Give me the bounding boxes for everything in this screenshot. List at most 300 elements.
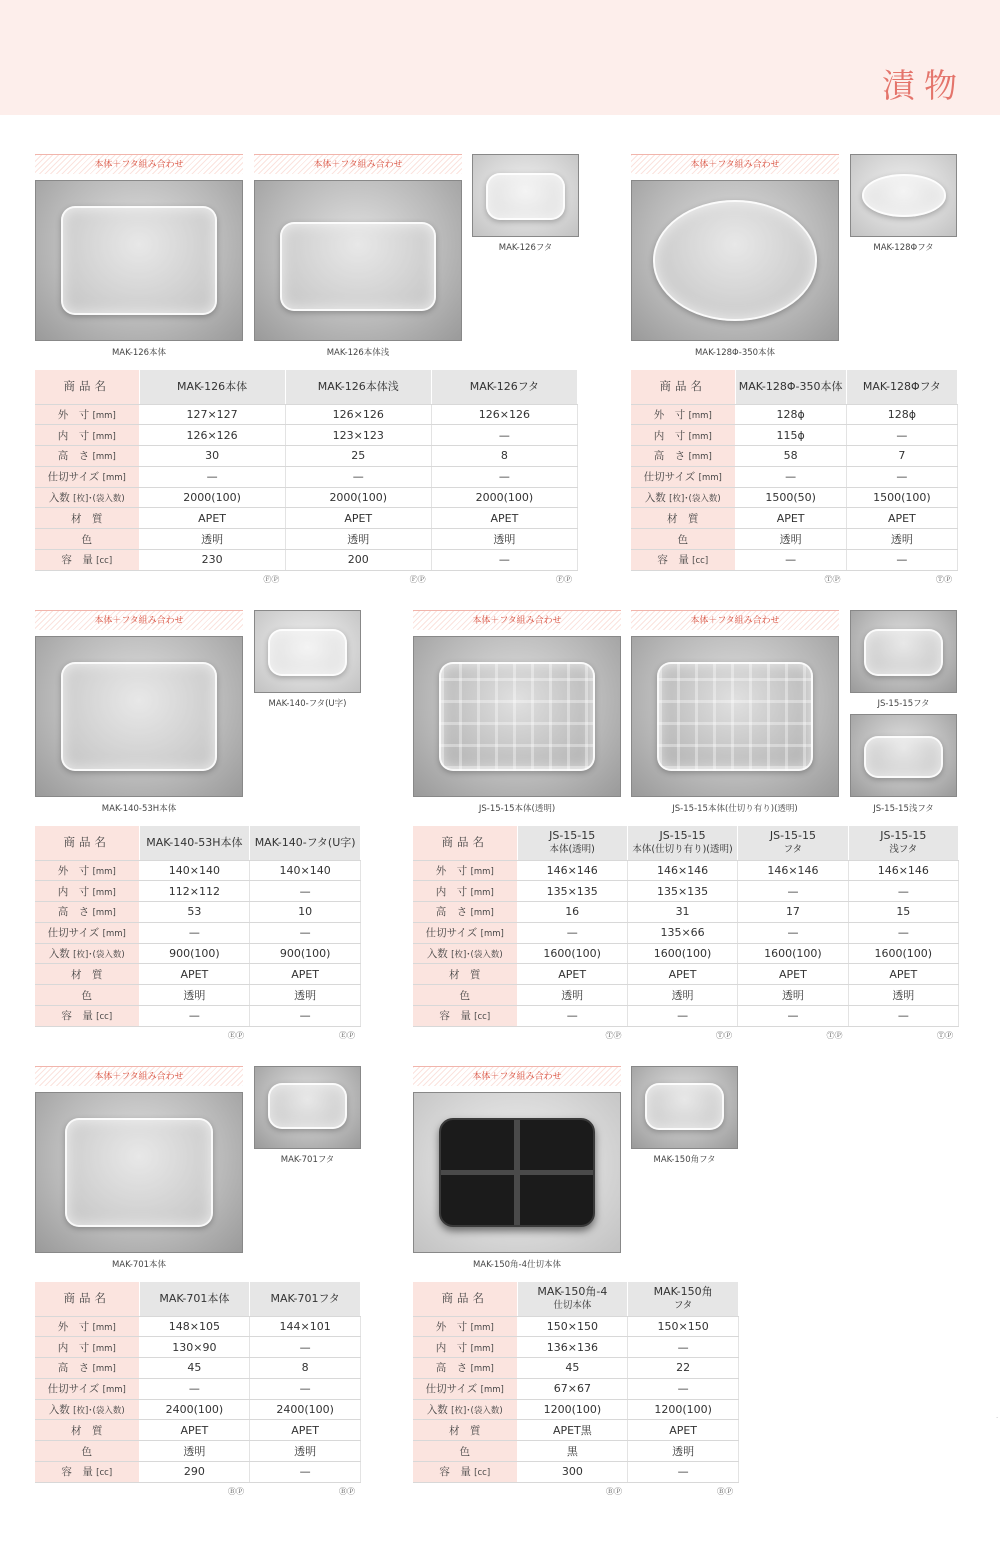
product-subname: 仕切本体 bbox=[553, 1300, 592, 1312]
row-label-height bbox=[413, 902, 517, 923]
row-label-text: 高 さ bbox=[435, 1362, 468, 1375]
product-name-header bbox=[250, 826, 361, 860]
caption-mak701f: MAK-701フタ bbox=[280, 1155, 335, 1165]
row-label-text: 外 寸 bbox=[57, 864, 90, 877]
product-name: MAK-140-53H本体 bbox=[146, 836, 243, 850]
spec-cell: APET bbox=[735, 508, 846, 529]
spec-cell: — bbox=[848, 1006, 958, 1027]
spec-row-qty bbox=[413, 1399, 739, 1420]
row-label-text: 内 寸 bbox=[435, 1341, 468, 1354]
row-label-unit: [mm] bbox=[102, 1385, 126, 1396]
row-label-name: 商品名 bbox=[35, 370, 139, 404]
spec-table-mak128 bbox=[631, 370, 958, 571]
spec-cell: 透明 bbox=[848, 985, 958, 1006]
spec-cell: — bbox=[139, 922, 250, 943]
spec-cell: APET bbox=[250, 1420, 361, 1441]
spec-cell: — bbox=[431, 425, 577, 446]
combo-banner: 本体＋フタ組み合わせ bbox=[35, 1066, 243, 1086]
spec-cell: — bbox=[250, 1337, 361, 1358]
spec-cell: — bbox=[250, 1378, 361, 1399]
row-label-text: 容 量 bbox=[61, 554, 93, 567]
row-label-unit: [mm] bbox=[92, 887, 116, 898]
row-label-color bbox=[35, 985, 139, 1006]
row-label-color bbox=[413, 985, 517, 1006]
row-label-color bbox=[35, 529, 139, 550]
spec-cell: 7 bbox=[846, 446, 957, 467]
combo-banner: 本体＋フタ組み合わせ bbox=[413, 610, 621, 630]
caption-mak128: MAK-128Φ-350本体 bbox=[694, 348, 776, 358]
spec-row-material bbox=[35, 508, 578, 529]
page-title: 漬物 bbox=[882, 66, 966, 105]
spec-cell: 透明 bbox=[846, 529, 957, 550]
row-label-unit: [mm] bbox=[92, 866, 116, 877]
spec-cell: — bbox=[628, 1378, 739, 1399]
spec-cell: APET bbox=[250, 964, 361, 985]
spec-cell: 1600(100) bbox=[848, 943, 958, 964]
row-label-unit: [mm] bbox=[92, 410, 116, 421]
row-label-capacity bbox=[35, 550, 139, 571]
spec-cell: 2400(100) bbox=[139, 1399, 250, 1420]
cert-mark: ⒻⓅ bbox=[556, 575, 572, 585]
row-label-material bbox=[35, 1420, 139, 1441]
caption-mak150: MAK-150角-4仕切本体 bbox=[472, 1260, 562, 1270]
caption-js1515: JS-15-15本体(透明) bbox=[478, 804, 556, 814]
product-name-header bbox=[848, 826, 958, 860]
spec-cell: 透明 bbox=[735, 529, 846, 550]
spec-cell: 透明 bbox=[139, 1441, 250, 1462]
row-label-text: 高 さ bbox=[435, 906, 468, 919]
row-label-unit: [枚]･(袋入数) bbox=[73, 494, 125, 505]
spec-cell: 900(100) bbox=[139, 943, 250, 964]
row-label-text: 入数 bbox=[644, 492, 666, 505]
product-subname: 本体(仕切り有り)(透明) bbox=[632, 844, 733, 856]
row-label-color bbox=[35, 1441, 139, 1462]
row-label-unit: [cc] bbox=[96, 556, 113, 567]
product-name-header bbox=[139, 1282, 250, 1316]
spec-cell: 2000(100) bbox=[139, 487, 285, 508]
spec-row-inner bbox=[413, 1337, 739, 1358]
spec-cell: 200 bbox=[285, 550, 431, 571]
product-photo-js1515p bbox=[631, 636, 839, 797]
spec-cell: 8 bbox=[431, 446, 577, 467]
spec-cell: — bbox=[250, 1006, 361, 1027]
caption-mak140f: MAK-140-フタ(U字) bbox=[268, 699, 347, 709]
spec-cell: APET bbox=[846, 508, 957, 529]
spec-row-color bbox=[413, 985, 959, 1006]
row-label-text: 内 寸 bbox=[653, 429, 686, 442]
row-label-unit: [枚]･(袋入数) bbox=[451, 1406, 503, 1417]
spec-cell: 透明 bbox=[517, 985, 627, 1006]
spec-cell: 45 bbox=[517, 1358, 628, 1379]
spec-cell: 黒 bbox=[517, 1441, 628, 1462]
product-photo-mak701 bbox=[35, 1092, 243, 1253]
row-label-material bbox=[35, 508, 139, 529]
row-label-unit: [mm] bbox=[688, 452, 712, 463]
spec-cell: APET bbox=[431, 508, 577, 529]
spec-cell: 1200(100) bbox=[628, 1399, 739, 1420]
spec-cell: — bbox=[250, 881, 361, 902]
spec-row-color bbox=[35, 985, 361, 1006]
product-name: MAK-126本体浅 bbox=[317, 380, 399, 394]
product-name: JS-15-15 bbox=[549, 829, 596, 843]
cert-mark: ⒻⓅ bbox=[263, 575, 280, 585]
spec-cell: — bbox=[735, 466, 846, 487]
row-label-inner bbox=[35, 425, 139, 446]
product-name: MAK-128Φフタ bbox=[862, 380, 941, 394]
header-row bbox=[35, 826, 361, 860]
spec-row-outer bbox=[35, 860, 361, 881]
spec-cell: 1200(100) bbox=[517, 1399, 628, 1420]
product-photo-mak126 bbox=[35, 180, 243, 341]
product-name-header bbox=[139, 826, 250, 860]
row-label-qty bbox=[631, 487, 735, 508]
row-label-material bbox=[35, 964, 139, 985]
spec-cell: 135×135 bbox=[627, 881, 737, 902]
spec-cell: 2000(100) bbox=[431, 487, 577, 508]
spec-cell: 透明 bbox=[628, 1441, 739, 1462]
spec-cell: 1500(50) bbox=[735, 487, 846, 508]
row-label-text: 高 さ bbox=[57, 450, 90, 463]
row-label-text: 入数 bbox=[48, 1404, 70, 1417]
caption-mak140: MAK-140-53H本体 bbox=[101, 804, 177, 814]
product-photo-js1515f bbox=[850, 610, 957, 693]
spec-row-color bbox=[35, 529, 578, 550]
row-label-text: 高 さ bbox=[57, 906, 90, 919]
product-photo-mak126f bbox=[472, 154, 579, 237]
spec-cell: 230 bbox=[139, 550, 285, 571]
spec-cell: 150×150 bbox=[628, 1316, 739, 1337]
spec-row-height bbox=[413, 902, 959, 923]
row-label-text: 入数 bbox=[426, 948, 448, 961]
product-name: MAK-126フタ bbox=[469, 380, 540, 394]
combo-banner: 本体＋フタ組み合わせ bbox=[631, 154, 839, 174]
caption-js1515f: JS-15-15フタ bbox=[877, 699, 930, 709]
row-label-unit: [mm] bbox=[102, 929, 126, 940]
row-label-unit: [mm] bbox=[92, 431, 116, 442]
row-label-outer bbox=[631, 404, 735, 425]
row-label-unit: [枚]･(袋入数) bbox=[669, 494, 721, 505]
row-label-text: 容 量 bbox=[61, 1010, 93, 1023]
spec-cell: APET黒 bbox=[517, 1420, 628, 1441]
spec-cell: 135×66 bbox=[627, 922, 737, 943]
row-label-name: 商品名 bbox=[35, 1282, 139, 1316]
spec-cell: 140×140 bbox=[139, 860, 250, 881]
product-name: JS-15-15 bbox=[769, 829, 817, 843]
row-label-unit: [mm] bbox=[92, 1364, 116, 1375]
spec-cell: 146×146 bbox=[738, 860, 848, 881]
spec-cell: — bbox=[846, 466, 957, 487]
row-label-height bbox=[35, 902, 139, 923]
row-label-unit: [mm] bbox=[470, 1364, 494, 1375]
spec-row-material bbox=[631, 508, 958, 529]
spec-row-color bbox=[35, 1441, 361, 1462]
spec-cell: APET bbox=[848, 964, 958, 985]
spec-cell: 148×105 bbox=[139, 1316, 250, 1337]
spec-row-outer bbox=[413, 860, 959, 881]
product-name: MAK-150角 bbox=[653, 1285, 713, 1299]
row-label-partition bbox=[631, 466, 735, 487]
spec-row-color bbox=[631, 529, 958, 550]
spec-row-outer bbox=[631, 404, 958, 425]
product-photo-mak701f bbox=[254, 1066, 361, 1149]
caption-mak126f: MAK-126フタ bbox=[498, 243, 553, 253]
row-label-text: 容 量 bbox=[439, 1010, 471, 1023]
product-subname: 浅フタ bbox=[889, 844, 918, 856]
row-label-text: 容 量 bbox=[657, 554, 689, 567]
spec-row-inner bbox=[413, 881, 959, 902]
product-photo-mak150 bbox=[413, 1092, 621, 1253]
row-label-text: 仕切サイズ bbox=[425, 1383, 478, 1396]
spec-cell: 透明 bbox=[250, 1441, 361, 1462]
row-label-partition bbox=[413, 1378, 517, 1399]
spec-row-capacity bbox=[35, 1462, 361, 1483]
header-row bbox=[35, 1282, 361, 1316]
row-label-text: 仕切サイズ bbox=[47, 927, 100, 940]
spec-cell: 150×150 bbox=[517, 1316, 628, 1337]
spec-row-height bbox=[413, 1358, 739, 1379]
product-photo-mak150f bbox=[631, 1066, 738, 1149]
spec-cell: 126×126 bbox=[431, 404, 577, 425]
spec-cell: 31 bbox=[627, 902, 737, 923]
spec-cell: 290 bbox=[139, 1462, 250, 1483]
row-label-text: 材 質 bbox=[449, 968, 481, 981]
spec-table-mak701 bbox=[35, 1282, 361, 1483]
row-label-text: 仕切サイズ bbox=[47, 1383, 100, 1396]
row-label-unit: [枚]･(袋入数) bbox=[73, 950, 125, 961]
spec-cell: 15 bbox=[848, 902, 958, 923]
spec-cell: 8 bbox=[250, 1358, 361, 1379]
row-label-unit: [mm] bbox=[92, 1343, 116, 1354]
spec-cell: 透明 bbox=[431, 529, 577, 550]
spec-cell: 2400(100) bbox=[250, 1399, 361, 1420]
row-label-text: 高 さ bbox=[57, 1362, 90, 1375]
product-name: MAK-150角-4 bbox=[537, 1285, 608, 1299]
spec-cell: — bbox=[517, 922, 627, 943]
row-label-capacity bbox=[413, 1006, 517, 1027]
spec-row-height bbox=[35, 1358, 361, 1379]
product-name-header bbox=[139, 370, 285, 404]
row-label-text: 外 寸 bbox=[435, 864, 468, 877]
row-label-height bbox=[413, 1358, 517, 1379]
cert-mark: ⒷⓅ bbox=[339, 1487, 355, 1497]
spec-cell: APET bbox=[139, 964, 250, 985]
spec-cell: — bbox=[738, 1006, 848, 1027]
row-label-text: 仕切サイズ bbox=[47, 471, 100, 484]
row-label-unit: [mm] bbox=[92, 1322, 116, 1333]
row-label-text: 入数 bbox=[48, 948, 70, 961]
product-name-header bbox=[735, 370, 846, 404]
spec-cell: 30 bbox=[139, 446, 285, 467]
spec-row-capacity bbox=[35, 1006, 361, 1027]
spec-cell: 146×146 bbox=[627, 860, 737, 881]
spec-row-capacity bbox=[35, 550, 578, 571]
product-photo-mak128 bbox=[631, 180, 839, 341]
spec-row-material bbox=[35, 964, 361, 985]
spec-cell: 146×146 bbox=[517, 860, 627, 881]
row-label-outer bbox=[35, 1316, 139, 1337]
spec-row-height bbox=[35, 446, 578, 467]
spec-row-material bbox=[35, 1420, 361, 1441]
spec-cell: 10 bbox=[250, 902, 361, 923]
cert-mark: ⒷⓅ bbox=[606, 1487, 622, 1497]
spec-row-qty bbox=[35, 487, 578, 508]
spec-row-partition bbox=[631, 466, 958, 487]
spec-row-partition bbox=[413, 1378, 739, 1399]
row-label-text: 材 質 bbox=[449, 1424, 481, 1437]
row-label-name: 商品名 bbox=[631, 370, 735, 404]
product-name-header bbox=[517, 826, 627, 860]
row-label-text: 外 寸 bbox=[57, 1320, 90, 1333]
cert-mark: ⓉⓅ bbox=[936, 575, 952, 585]
row-label-text: 高 さ bbox=[653, 450, 686, 463]
spec-row-inner bbox=[35, 1337, 361, 1358]
spec-cell: 45 bbox=[139, 1358, 250, 1379]
row-label-color bbox=[631, 529, 735, 550]
spec-cell: — bbox=[848, 881, 958, 902]
row-label-text: 色 bbox=[81, 533, 92, 546]
row-label-outer bbox=[413, 860, 517, 881]
row-label-text: 材 質 bbox=[71, 512, 103, 525]
product-name: JS-15-15 bbox=[880, 829, 927, 843]
spec-cell: 128ϕ bbox=[846, 404, 957, 425]
row-label-text: 色 bbox=[81, 989, 92, 1002]
product-name: MAK-126本体 bbox=[177, 380, 248, 394]
product-name-header bbox=[628, 1282, 739, 1316]
spec-cell: 112×112 bbox=[139, 881, 250, 902]
row-label-material bbox=[413, 964, 517, 985]
spec-cell: — bbox=[250, 1462, 361, 1483]
spec-cell: 300 bbox=[517, 1462, 628, 1483]
product-photo-js1515sf bbox=[850, 714, 957, 797]
row-label-text: 仕切サイズ bbox=[425, 927, 478, 940]
row-label-text: 外 寸 bbox=[57, 408, 90, 421]
spec-row-material bbox=[413, 1420, 739, 1441]
cert-mark: ⓉⓅ bbox=[605, 1031, 622, 1041]
header-row bbox=[413, 1282, 739, 1316]
spec-cell: 透明 bbox=[139, 529, 285, 550]
spec-cell: — bbox=[285, 466, 431, 487]
product-name-header bbox=[738, 826, 848, 860]
combo-banner: 本体＋フタ組み合わせ bbox=[413, 1066, 621, 1086]
row-label-inner bbox=[413, 881, 517, 902]
edge-mark: · bbox=[996, 1415, 998, 1422]
caption-js1515p: JS-15-15本体(仕切り有り)(透明) bbox=[672, 804, 798, 814]
product-subname: 本体(透明) bbox=[549, 844, 595, 856]
row-label-outer bbox=[413, 1316, 517, 1337]
row-label-height bbox=[35, 446, 139, 467]
cert-mark: ⓉⓅ bbox=[716, 1031, 732, 1041]
spec-row-inner bbox=[35, 425, 578, 446]
row-label-text: 材 質 bbox=[667, 512, 699, 525]
row-label-text: 容 量 bbox=[439, 1466, 471, 1479]
row-label-unit: [mm] bbox=[102, 473, 126, 484]
row-label-partition bbox=[35, 1378, 139, 1399]
spec-cell: 1600(100) bbox=[738, 943, 848, 964]
spec-cell: 127×127 bbox=[139, 404, 285, 425]
spec-cell: 126×126 bbox=[285, 404, 431, 425]
spec-cell: — bbox=[735, 550, 846, 571]
spec-cell: — bbox=[738, 922, 848, 943]
row-label-capacity bbox=[413, 1462, 517, 1483]
spec-row-qty bbox=[413, 943, 959, 964]
spec-cell: — bbox=[139, 466, 285, 487]
row-label-text: 容 量 bbox=[61, 1466, 93, 1479]
header-row bbox=[631, 370, 958, 404]
spec-table-mak126 bbox=[35, 370, 578, 571]
row-label-text: 色 bbox=[677, 533, 688, 546]
row-label-partition bbox=[35, 922, 139, 943]
spec-row-capacity bbox=[413, 1462, 739, 1483]
row-label-unit: [cc] bbox=[474, 1012, 491, 1023]
spec-cell: 1600(100) bbox=[517, 943, 627, 964]
spec-cell: 16 bbox=[517, 902, 627, 923]
spec-cell: APET bbox=[627, 964, 737, 985]
spec-cell: 135×135 bbox=[517, 881, 627, 902]
product-photo-mak140 bbox=[35, 636, 243, 797]
spec-cell: 900(100) bbox=[250, 943, 361, 964]
row-label-inner bbox=[631, 425, 735, 446]
caption-mak701: MAK-701本体 bbox=[111, 1260, 167, 1270]
spec-cell: — bbox=[846, 425, 957, 446]
product-photo-mak126s bbox=[254, 180, 462, 341]
row-label-text: 内 寸 bbox=[57, 885, 90, 898]
spec-cell: 透明 bbox=[627, 985, 737, 1006]
row-label-qty bbox=[413, 943, 517, 964]
page-header bbox=[0, 0, 1000, 115]
spec-row-height bbox=[631, 446, 958, 467]
spec-row-qty bbox=[35, 943, 361, 964]
row-label-text: 色 bbox=[81, 1445, 92, 1458]
product-name: JS-15-15 bbox=[659, 829, 706, 843]
row-label-qty bbox=[35, 1399, 139, 1420]
spec-cell: — bbox=[139, 1378, 250, 1399]
row-label-inner bbox=[35, 881, 139, 902]
product-name-header bbox=[627, 826, 737, 860]
cert-mark: ⓉⓅ bbox=[826, 1031, 843, 1041]
caption-mak150f: MAK-150角フタ bbox=[653, 1155, 716, 1165]
row-label-qty bbox=[413, 1399, 517, 1420]
spec-cell: — bbox=[848, 922, 958, 943]
spec-cell: 透明 bbox=[139, 985, 250, 1006]
spec-row-capacity bbox=[413, 1006, 959, 1027]
spec-cell: — bbox=[627, 1006, 737, 1027]
spec-row-inner bbox=[631, 425, 958, 446]
row-label-unit: [mm] bbox=[92, 908, 116, 919]
spec-cell: 透明 bbox=[285, 529, 431, 550]
row-label-qty bbox=[35, 487, 139, 508]
caption-mak128f: MAK-128Φフタ bbox=[873, 243, 934, 253]
row-label-capacity bbox=[35, 1462, 139, 1483]
spec-cell: 136×136 bbox=[517, 1337, 628, 1358]
product-photo-mak128f bbox=[850, 154, 957, 237]
row-label-material bbox=[413, 1420, 517, 1441]
row-label-text: 材 質 bbox=[71, 968, 103, 981]
row-label-unit: [mm] bbox=[470, 866, 494, 877]
cert-mark: ⓉⓅ bbox=[824, 575, 841, 585]
row-label-height bbox=[631, 446, 735, 467]
product-photo-js1515 bbox=[413, 636, 621, 797]
row-label-color bbox=[413, 1441, 517, 1462]
spec-cell: — bbox=[846, 550, 957, 571]
spec-row-inner bbox=[35, 881, 361, 902]
header-row bbox=[35, 370, 578, 404]
spec-cell: APET bbox=[285, 508, 431, 529]
spec-cell: 透明 bbox=[250, 985, 361, 1006]
row-label-unit: [mm] bbox=[480, 929, 504, 940]
spec-cell: — bbox=[431, 466, 577, 487]
product-name: MAK-128Φ-350本体 bbox=[738, 380, 843, 394]
spec-cell: 128ϕ bbox=[735, 404, 846, 425]
